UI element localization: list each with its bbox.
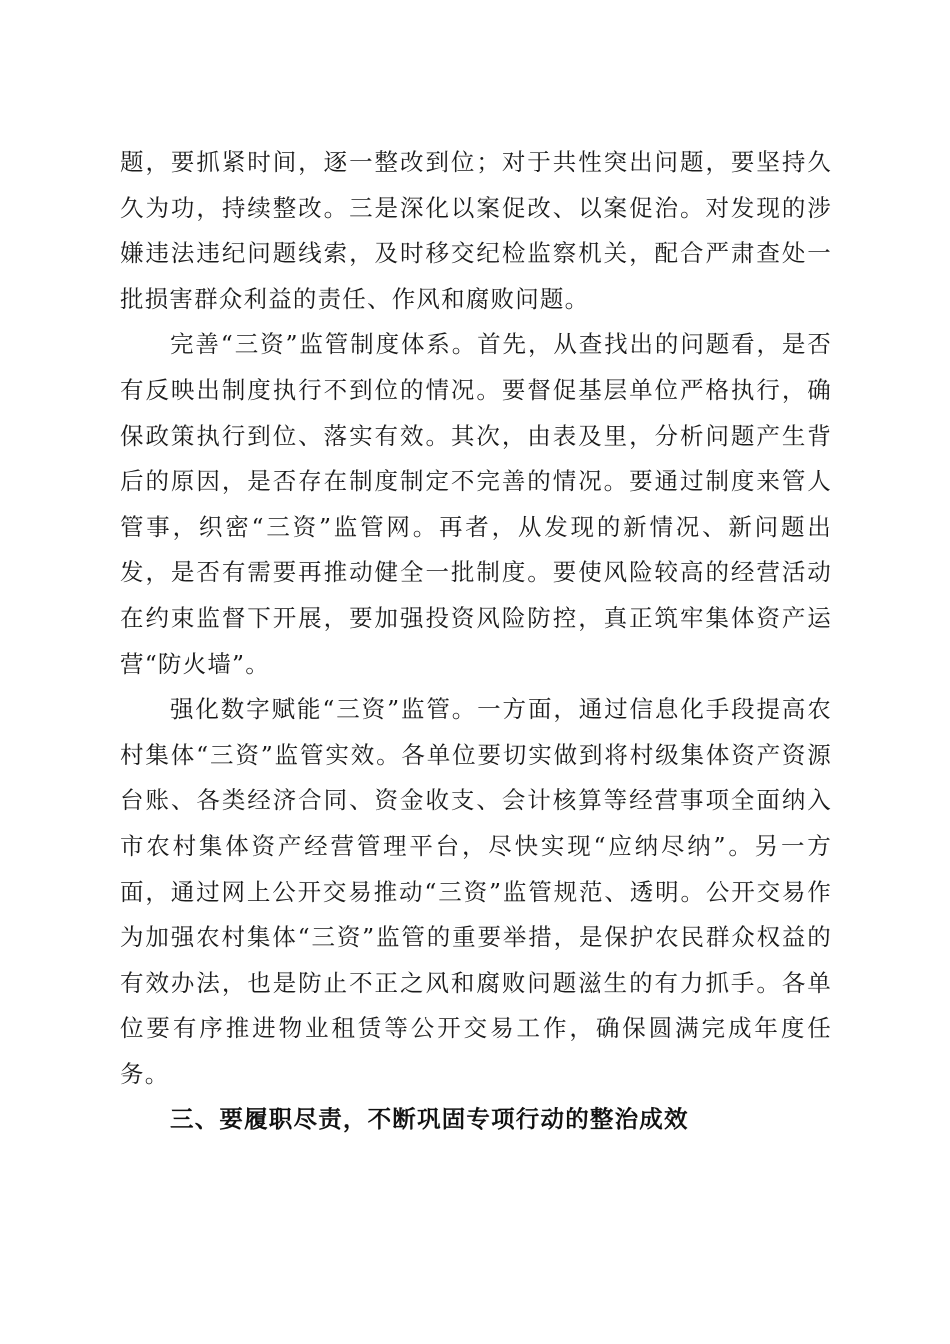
paragraph-system: 完善“三资”监管制度体系。首先，从查找出的问题看，是否有反映出制度执行不到位的情况。要督促基层单位严格执行，确保政策执行到位、落实有效。其次，由表及里，分析问题产生背后的原因，是否存在制度制定不完善的情况。要通过制度来管人管事，织密“三资”监管网。再者，从发现的新情况、新问题出发，是否有需要再推动健全一批制度。要使风险较高的经营活动在约束监督下开展，要加强投资风险防控，真正筑牢集体资产运营“防火墙”。 (120, 330, 832, 678)
document-body (120, 140, 832, 1143)
paragraph-digital: 强化数字赋能“三资”监管。一方面，通过信息化手段提高农村集体“三资”监管实效。各单位要切实做到将村级集体资产资源台账、各类经济合同、资金收支、会计核算等经营事项全面纳入市农村集体资产经营管理平台，尽快实现“应纳尽纳”。另一方面，通过网上公开交易推动“三资”监管规范、透明。公开交易作为加强农村集体“三资”监管的重要举措，是保护农民群众权益的有效办法，也是防止不正之风和腐败问题滋生的有力抓手。各单位要有序推进物业租赁等公开交易工作，确保圆满完成年度任务。 (120, 695, 832, 1088)
paragraph-continuation: 题，要抓紧时间，逐一整改到位；对于共性突出问题，要坚持久久为功，持续整改。三是深化以案促改、以案促治。对发现的涉嫌违法违纪问题线索，及时移交纪检监察机关，配合严肃查处一批损害群众利益的责任、作风和腐败问题。 (120, 148, 832, 313)
section-heading: 三、要履职尽责，不断巩固专项行动的整治成效 (170, 1105, 689, 1134)
